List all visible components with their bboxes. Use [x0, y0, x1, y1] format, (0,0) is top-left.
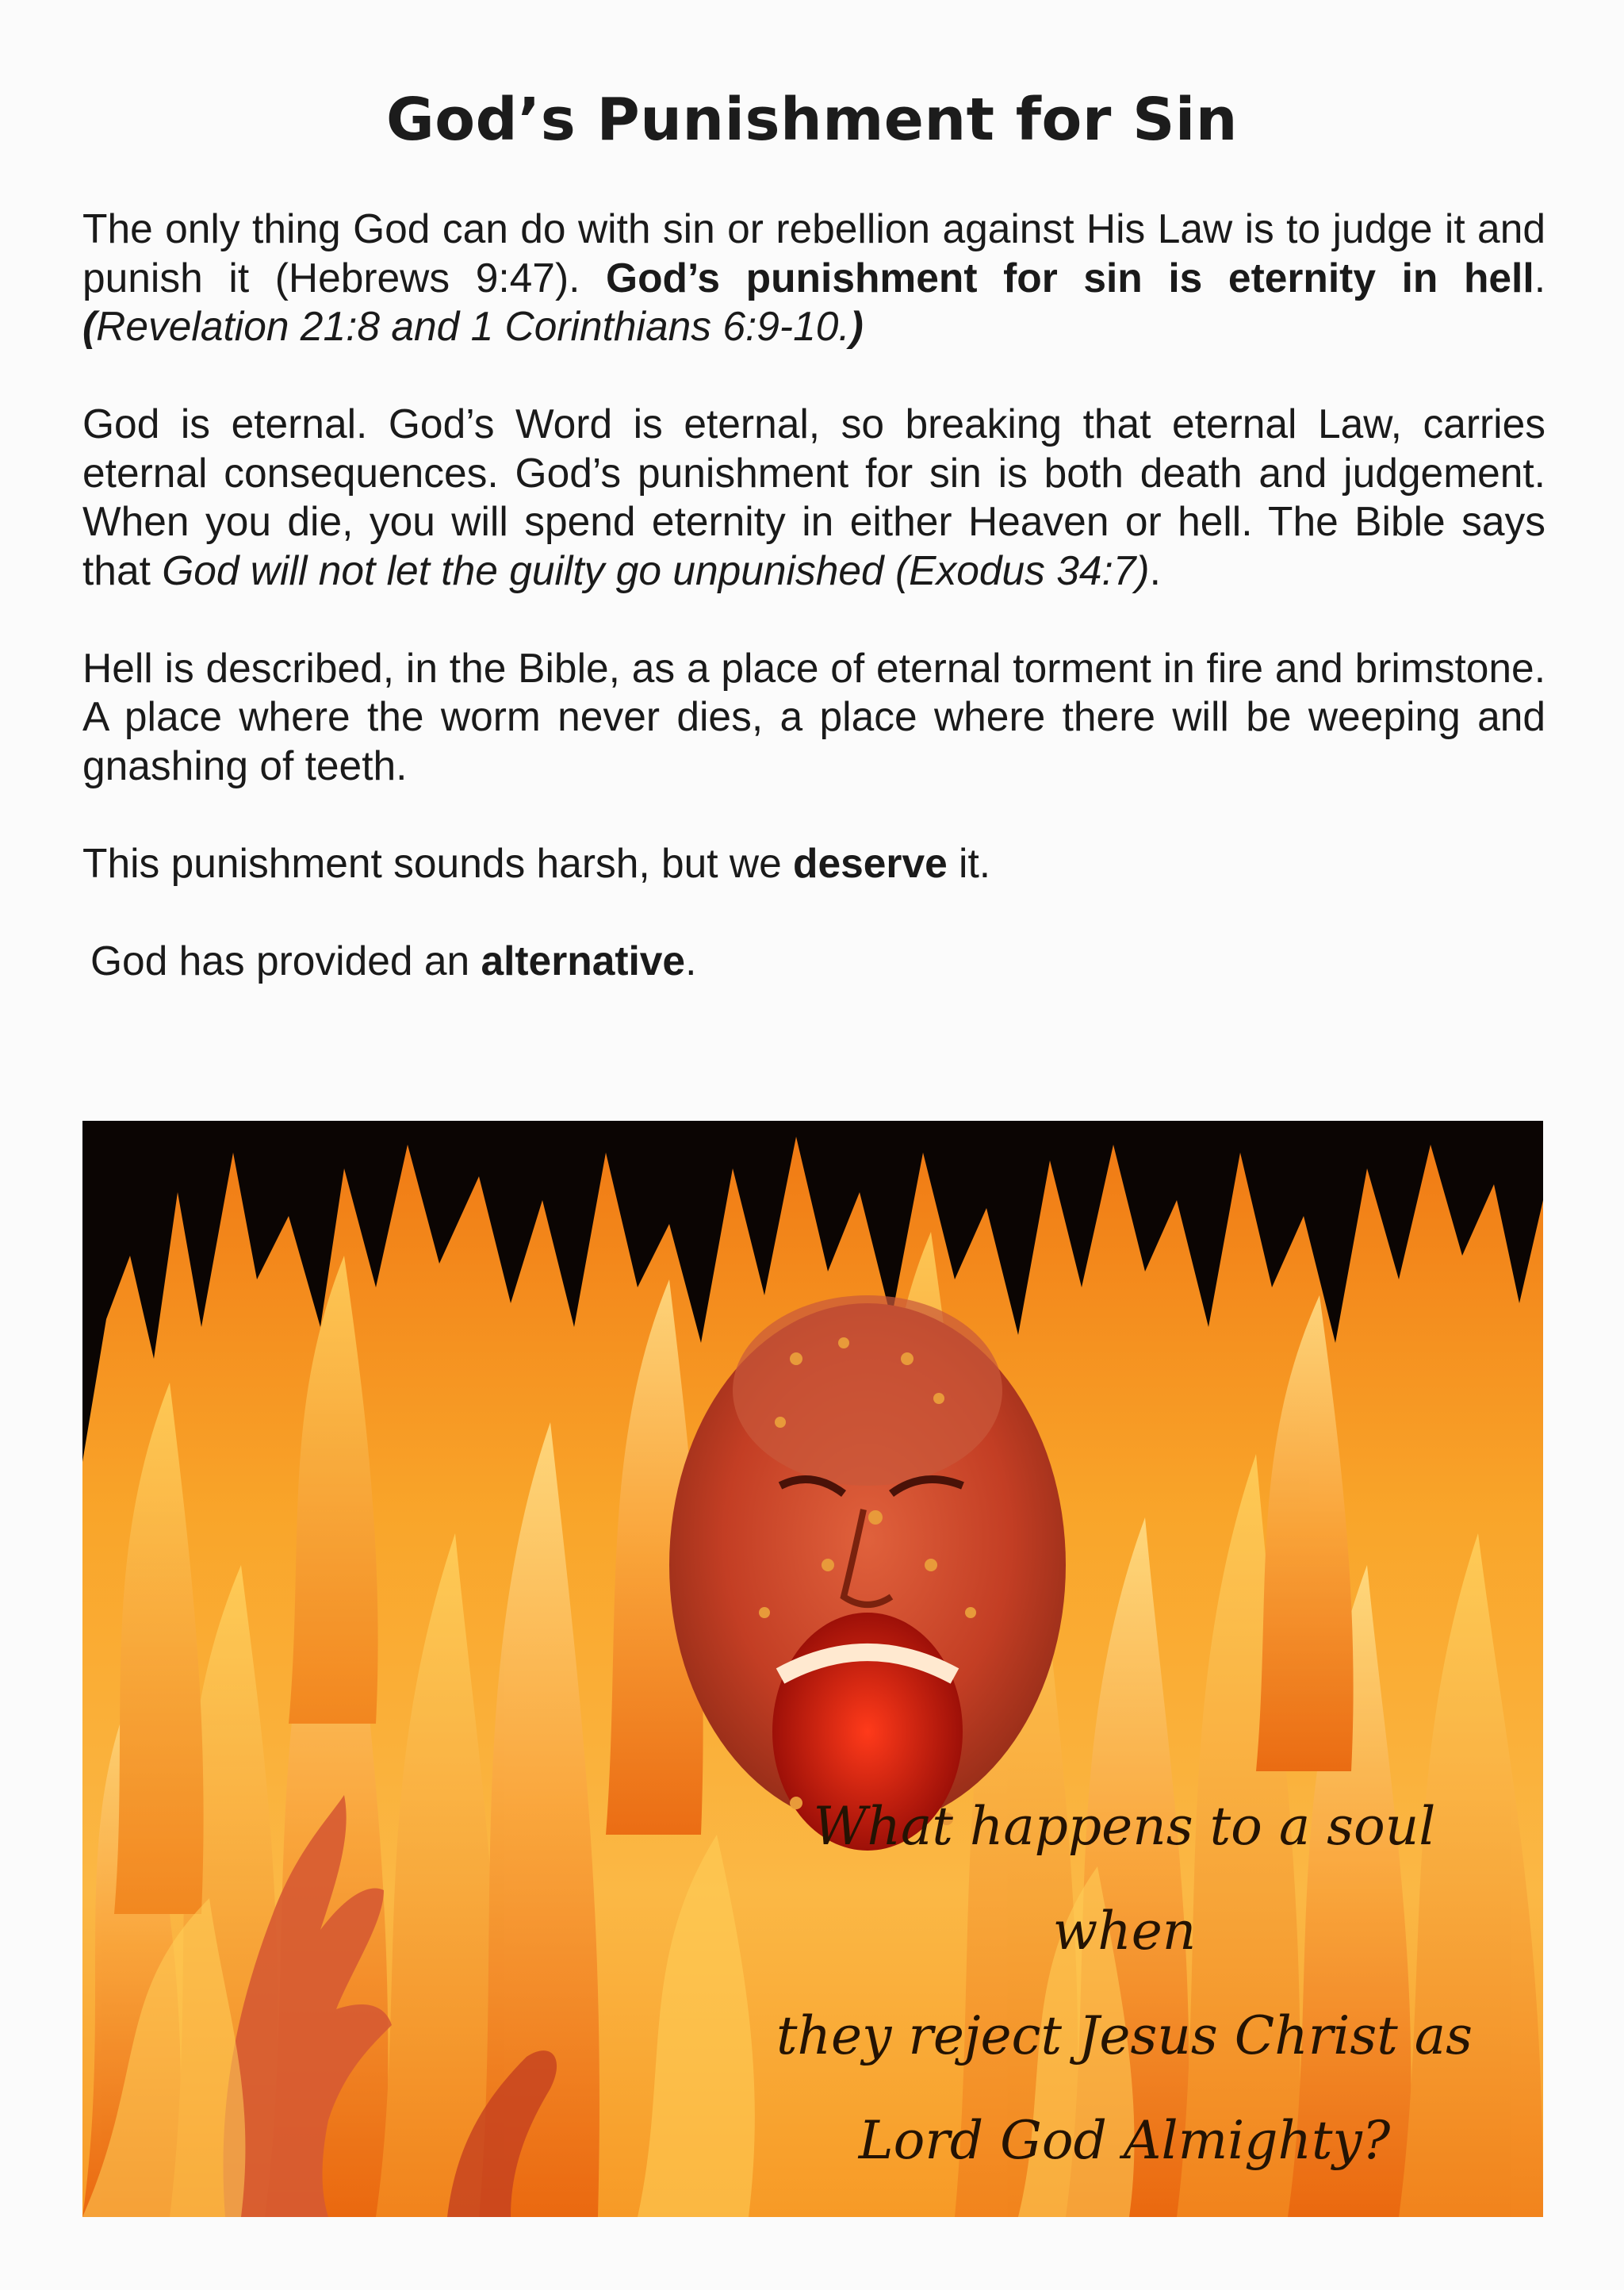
image-caption — [744, 1774, 1505, 2193]
scripture-quote-exodus: God will not let the guilty go unpunished (Exodus 34:7) — [162, 547, 1150, 593]
body-text — [82, 205, 1545, 1034]
page-title: God’s Punishment for Sin — [386, 86, 1238, 154]
scripture-reference: Revelation 21:8 and 1 Corinthians 6:9-10. — [96, 303, 850, 349]
paragraph-alternative: God has provided an alternative. — [90, 937, 697, 984]
hellfire-illustration — [82, 1121, 1543, 2217]
paragraph-deserve: This punishment sounds harsh, but we deserve it. — [82, 839, 991, 886]
emphasis-alternative: alternative — [481, 937, 686, 984]
paragraph-hell-description: Hell is described, in the Bible, as a place of eternal torment in fire and brimstone. A place where the worm never dies, a place where there will be weeping and gnashing of teeth. — [82, 644, 1545, 788]
emphasis-deserve: deserve — [793, 839, 948, 886]
caption-line: Lord God Almighty? — [858, 2110, 1391, 2171]
emphasis-eternity-in-hell: God’s punishment for sin is eternity in hell — [606, 254, 1534, 301]
caption-line: What happens to a soul when — [813, 1796, 1436, 1962]
caption-line: they reject Jesus Christ as — [776, 2005, 1473, 2066]
paragraph-eternal-law: God is eternal. God’s Word is eternal, so breaking that eternal Law, carries eternal consequences. God’s punishment for sin is both death and judgement. When you die, you will spend eternity in either Heaven or hell. The Bible says that God will not let the guilty go unpunished (Exodus 34:7). — [82, 401, 1545, 593]
paragraph-punishment-intro: The only thing God can do with sin or rebellion against His Law is to judge it and punish it (Hebrews 9:47). God’s punishment for sin is eternity in hell. (Revelation 21:8 and 1 Corinthians 6:9-10.) — [82, 205, 1545, 349]
